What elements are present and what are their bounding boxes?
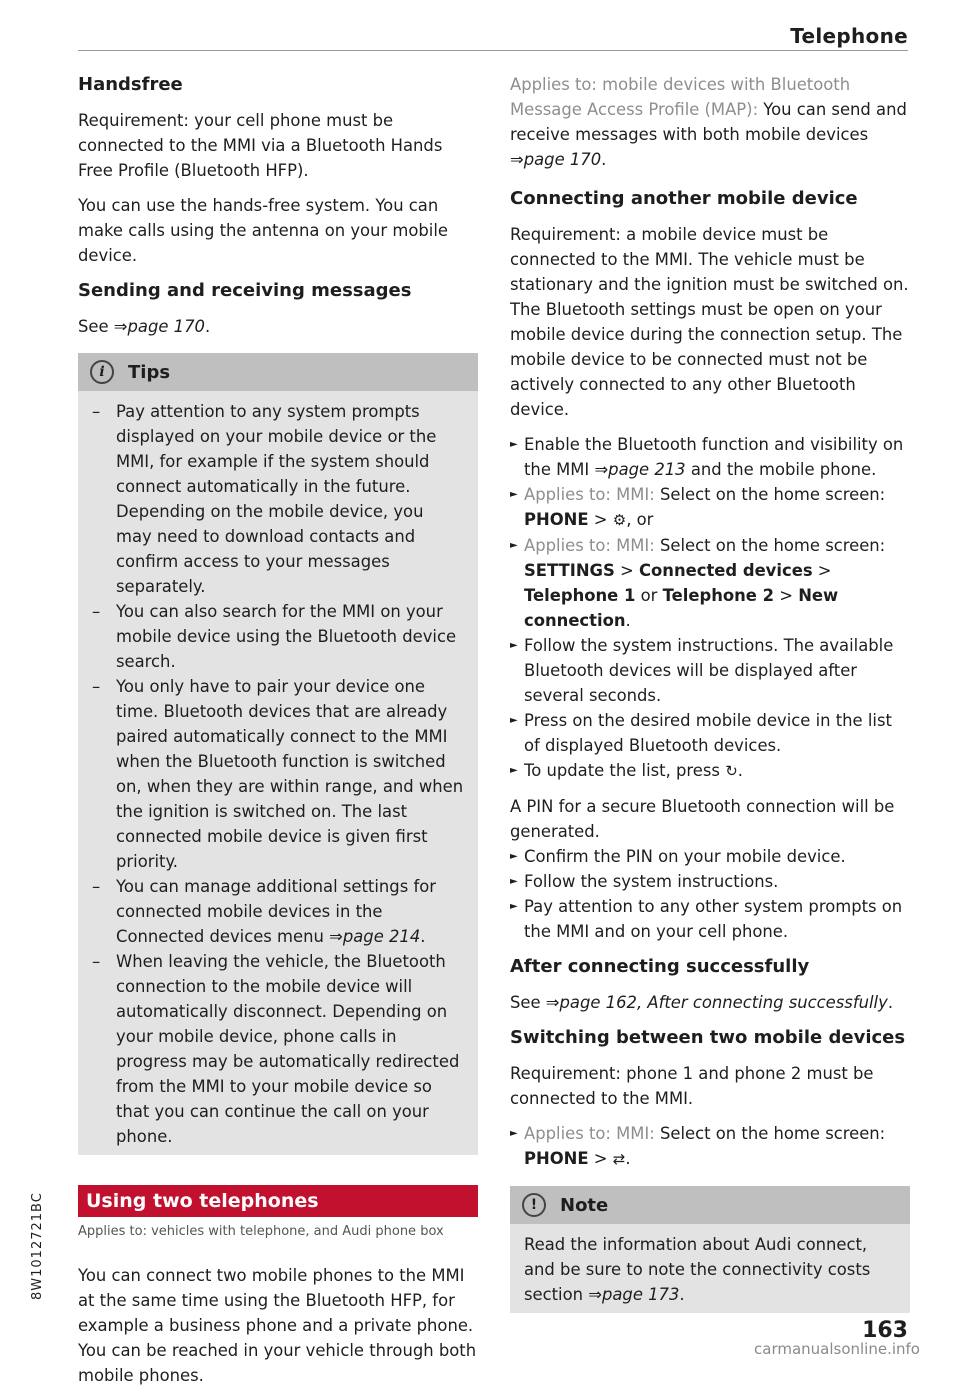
tip-item: – Pay attention to any system prompts displayed on your mobile device or the MMI, for example if the system should connect automatically in the future. Depending on the mobile device, you may need to download contacts and confirm access to your messages separately.: [92, 399, 464, 599]
switching-heading: Switching between two mobile devices: [510, 1027, 906, 1048]
tips-box: [78, 353, 478, 1155]
exclamation-icon: !: [522, 1193, 546, 1217]
punctuation: .: [679, 1285, 685, 1304]
page-link[interactable]: ⇒page 214: [329, 927, 421, 946]
handsfree-requirement: Requirement: your cell phone must be connected to the MMI via a Bluetooth Hands Free Profile (Bluetooth HFP).: [78, 111, 443, 180]
menu-settings: SETTINGS: [524, 561, 615, 580]
document-code: 8W1012721BC: [30, 1192, 45, 1300]
page-link[interactable]: ⇒page 170: [113, 317, 205, 336]
step-text: Select on the home screen:: [654, 485, 886, 504]
punctuation: .: [625, 1149, 631, 1168]
step-item: [510, 758, 910, 784]
pin-paragraph: A PIN for a secure Bluetooth connection will be generated.: [510, 797, 895, 841]
tips-list: [92, 399, 464, 1149]
step-text: Select on the home screen:: [654, 536, 886, 555]
menu-telephone-2: Telephone 2: [662, 586, 775, 605]
page-number: 163: [862, 1318, 908, 1343]
step-text: Select on the home screen:: [654, 1124, 886, 1143]
separator: >: [774, 586, 799, 605]
section-heading-two-phones: Using two telephones: [78, 1185, 478, 1217]
see-label: See: [78, 317, 114, 336]
menu-connected-devices: Connected devices: [638, 561, 813, 580]
note-title: Note: [560, 1194, 609, 1216]
step-item: [510, 533, 910, 633]
menu-new-connection: New connection: [524, 586, 839, 630]
watermark: carmanualsonline.info: [754, 1340, 920, 1358]
handsfree-usage: You can use the hands-free system. You can make calls using the antenna on your mobile device.: [78, 196, 448, 265]
step-text: and the mobile phone.: [685, 460, 877, 479]
note-header: [510, 1186, 910, 1224]
punctuation: .: [887, 993, 894, 1012]
connecting-requirement: Requirement: a mobile device must be connected to the MMI. The vehicle must be stationary and the ignition must be switched on. The Bluetooth settings must be open on your mobile device during the connection setup. The mobile device to be connected must not be actively connected to any other Bluetooth device.: [510, 225, 909, 419]
punctuation: .: [737, 761, 743, 780]
page-link[interactable]: ⇒page 213: [594, 460, 686, 479]
menu-phone: PHONE: [524, 510, 589, 529]
page-header-title: Telephone: [790, 24, 908, 48]
note-box: [510, 1186, 910, 1313]
tip-item: – When leaving the vehicle, the Bluetooth connection to the mobile device will automatically disconnect. Depending on your mobile device, phone calls in progress may be automatically redirected from the MMI to your mobile device so that you can continue the call on your phone.: [92, 949, 464, 1149]
two-phones-description: You can connect two mobile phones to the MMI at the same time using the Bluetooth HFP, for example a business phone and a private phone. You can be reached in your vehicle through both mobile phones.: [78, 1266, 477, 1385]
page-link[interactable]: ⇒page 162, After connecting successfully: [545, 993, 888, 1012]
step-item: [510, 432, 910, 482]
info-icon: i: [90, 360, 114, 384]
applies-to-label: Applies to: MMI:: [524, 485, 655, 504]
step-item: ► Follow the system instructions. The available Bluetooth devices will be displayed after several seconds.: [510, 633, 910, 708]
tips-header: [78, 353, 478, 391]
separator: >: [588, 1149, 613, 1168]
tips-title: Tips: [128, 361, 171, 383]
punctuation: .: [601, 150, 607, 169]
note-body: [510, 1224, 910, 1313]
tips-body: [78, 391, 478, 1155]
applies-to-note: Applies to: vehicles with telephone, and Audi phone box: [78, 1224, 444, 1239]
applies-to-label: Applies to: mobile devices with Bluetooth Message Access Profile (MAP):: [510, 75, 851, 119]
messages-see: [78, 314, 478, 339]
separator: >: [812, 561, 832, 580]
phone-settings-icon: ⚙: [612, 511, 627, 529]
separator: >: [588, 510, 613, 529]
step-item: [510, 482, 910, 533]
map-paragraph: [510, 72, 910, 172]
step-item: ► Follow the system instructions.: [510, 869, 910, 894]
step-text: or: [635, 586, 663, 605]
refresh-icon: ↻: [725, 762, 738, 780]
step-text: , or: [626, 510, 654, 529]
step-item: ► Press on the desired mobile device in the list of displayed Bluetooth devices.: [510, 708, 910, 758]
left-column: [78, 72, 478, 1398]
page-link[interactable]: ⇒page 173: [588, 1285, 680, 1304]
after-connecting-see: [510, 990, 910, 1015]
map-text: You can send and receive messages with both mobile devices: [510, 100, 907, 144]
applies-to-label: Applies to: MMI:: [524, 536, 655, 555]
separator: >: [614, 561, 639, 580]
connecting-steps: [510, 432, 910, 784]
menu-telephone-1: Telephone 1: [524, 586, 636, 605]
tip-text: You can manage additional settings for connected mobile devices in the Connected devices menu: [116, 877, 436, 946]
step-text: Enable the Bluetooth function and visibility on the MMI: [524, 435, 904, 479]
page-link[interactable]: ⇒page 170: [510, 150, 602, 169]
step-item: ► Pay attention to any other system prompts on the MMI and on your cell phone.: [510, 894, 910, 944]
tip-item: – You can also search for the MMI on your mobile device using the Bluetooth device search.: [92, 599, 464, 674]
switching-steps: [510, 1121, 910, 1172]
applies-to-label: Applies to: MMI:: [524, 1124, 655, 1143]
switch-phone-icon: ⇄: [612, 1150, 626, 1168]
connecting-heading: Connecting another mobile device: [510, 188, 858, 209]
header-divider: [78, 50, 908, 51]
see-label: See: [510, 993, 546, 1012]
punctuation: .: [625, 611, 631, 630]
after-connecting-heading: After connecting successfully: [510, 956, 810, 977]
pin-steps: [510, 844, 910, 944]
step-text: To update the list, press: [524, 761, 726, 780]
step-item: [510, 1121, 910, 1172]
punctuation: .: [204, 317, 211, 336]
note-content: Read the information about Audi connect, and be sure to note the connectivity costs section: [524, 1235, 871, 1304]
note-text: [524, 1232, 896, 1307]
tip-item: – You only have to pair your device one time. Bluetooth devices that are already paired automatically connect to the MMI when the Bluetooth function is switched on, when they are within range, and when the ignition is switched on. The last connected mobile device is given first priority.: [92, 674, 464, 874]
menu-phone: PHONE: [524, 1149, 589, 1168]
switching-requirement: Requirement: phone 1 and phone 2 must be connected to the MMI.: [510, 1064, 874, 1108]
messages-heading: Sending and receiving messages: [78, 280, 412, 301]
right-column: [510, 72, 910, 1343]
step-item: ► Confirm the PIN on your mobile device.: [510, 844, 910, 869]
tip-item: [92, 874, 464, 949]
handsfree-heading: Handsfree: [78, 74, 183, 95]
punctuation: .: [420, 927, 426, 946]
